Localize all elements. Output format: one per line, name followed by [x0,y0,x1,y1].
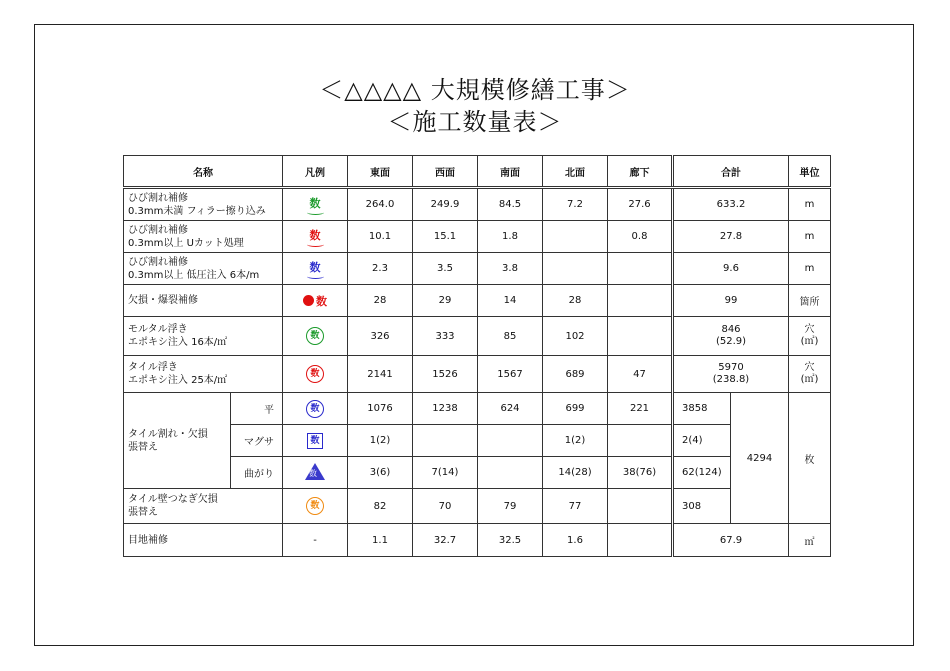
cell-west: 1526 [413,356,478,393]
sub-label: 平 [231,393,283,425]
cell-north: 102 [543,317,608,356]
row-name-detail: 張替え [128,441,158,453]
sub-label: 曲がり [231,457,283,489]
header-east: 東面 [348,156,413,188]
table-row [124,489,831,524]
cell-south: 1567 [478,356,543,393]
cell-south: 79 [478,489,543,524]
cell-south [478,457,543,489]
cell-unit: m [789,253,831,285]
cell-west: 3.5 [413,253,478,285]
blue-circle-count-icon: 数 [306,400,324,418]
row-name-detail: 0.3mm以上 低圧注入 6本/m [128,269,260,281]
cell-total: 308 [673,489,731,524]
cell-corridor: 47 [608,356,673,393]
cell-north [543,221,608,253]
cell-corridor [608,524,673,557]
cell-corridor [608,317,673,356]
cell-north: 689 [543,356,608,393]
red-wave-count-icon: 数 [310,227,321,247]
row-name: タイル割れ・欠損 [128,428,208,440]
cell-north: 28 [543,285,608,317]
cell-east: 82 [348,489,413,524]
cell-total: 3858 [673,393,731,425]
cell-west: 29 [413,285,478,317]
cell-south: 84.5 [478,188,543,221]
cell-unit: 穴 [804,362,815,373]
cell-west: 1238 [413,393,478,425]
cell-unit: ㎡ [789,524,831,557]
cell-corridor [608,253,673,285]
cell-north: 77 [543,489,608,524]
cell-west: 7(14) [413,457,478,489]
header-total: 合計 [673,156,789,188]
cell-south: 85 [478,317,543,356]
cell-total: 27.8 [673,221,789,253]
header-north: 北面 [543,156,608,188]
row-name: ひび割れ補修 [128,192,188,204]
row-name: ひび割れ補修 [128,256,188,268]
cell-corridor: 221 [608,393,673,425]
cell-south: 14 [478,285,543,317]
cell-north: 1.6 [543,524,608,557]
header-row [124,156,831,188]
table-row [124,425,831,457]
row-name-detail: 0.3mm未満 フィラー擦り込み [128,205,266,217]
row-name: ひび割れ補修 [128,224,188,236]
sub-label: マグサ [231,425,283,457]
cell-north: 14(28) [543,457,608,489]
cell-west [413,425,478,457]
page-subtitle: ＜施工数量表＞ [387,108,563,136]
cell-total-area: (238.8) [712,374,750,385]
cell-south: 1.8 [478,221,543,253]
cell-corridor: 0.8 [608,221,673,253]
row-name-detail: エポキシ注入 16本/㎡ [128,337,228,348]
cell-west: 333 [413,317,478,356]
cell-unit-area: (㎡) [800,336,819,347]
cell-total: 62(124) [673,457,731,489]
cell-corridor: 38(76) [608,457,673,489]
cell-north: 7.2 [543,188,608,221]
row-name: 目地補修 [124,524,283,557]
cell-total: 99 [673,285,789,317]
row-name: タイル壁つなぎ欠損 [128,494,218,505]
cell-unit: 枚 [789,393,831,524]
blue-wave-count-icon: 数 [310,259,321,279]
row-name-detail: 0.3mm以上 Uカット処理 [128,237,244,249]
cell-west: 249.9 [413,188,478,221]
cell-east: 264.0 [348,188,413,221]
cell-south [478,425,543,457]
cell-west: 32.7 [413,524,478,557]
cell-corridor [608,489,673,524]
cell-east: 3(6) [348,457,413,489]
cell-unit: m [789,221,831,253]
cell-east: 10.1 [348,221,413,253]
quantity-table [123,155,831,557]
table-row [124,524,831,557]
header-west: 西面 [413,156,478,188]
cell-south: 3.8 [478,253,543,285]
cell-east: 326 [348,317,413,356]
row-name: タイル浮き [128,362,178,373]
cell-unit: m [789,188,831,221]
cell-north [543,253,608,285]
cell-south: 624 [478,393,543,425]
cell-unit: 穴 [804,324,815,335]
cell-east: 2.3 [348,253,413,285]
red-dot-count-icon: 数 [316,294,327,308]
cell-east: 1076 [348,393,413,425]
header-unit: 単位 [789,156,831,188]
cell-grand-total: 4294 [731,393,789,524]
cell-corridor [608,285,673,317]
table-row [124,221,831,253]
blue-box-count-icon: 数 [307,433,323,449]
cell-north: 1(2) [543,425,608,457]
row-name-detail: 張替え [128,507,158,518]
red-circle-count-icon: 数 [306,365,324,383]
cell-east: 1.1 [348,524,413,557]
table-row [124,285,831,317]
green-wave-count-icon: 数 [310,195,321,215]
cell-east: 2141 [348,356,413,393]
cell-west: 15.1 [413,221,478,253]
cell-unit-area: (㎡) [800,374,819,385]
table-row [124,356,831,393]
cell-unit: 箇所 [789,285,831,317]
cell-corridor [608,425,673,457]
cell-total-area: (52.9) [715,336,747,347]
table-row [124,253,831,285]
cell-corridor: 27.6 [608,188,673,221]
cell-total: 67.9 [673,524,789,557]
row-name: 欠損・爆裂補修 [124,285,283,317]
table-row [124,188,831,221]
table-row [124,457,831,489]
blue-triangle-count-icon: 数 [305,463,325,480]
cell-total: 9.6 [673,253,789,285]
red-dot-icon [303,295,314,306]
legend-dash: - [283,524,348,557]
header-name: 名称 [124,156,283,188]
cell-total: 846 [721,324,741,335]
row-name: モルタル浮き [128,324,188,335]
cell-total: 633.2 [673,188,789,221]
cell-north: 699 [543,393,608,425]
cell-total: 2(4) [673,425,731,457]
header-legend: 凡例 [283,156,348,188]
page-title: ＜△△△△ 大規模修繕工事＞ [319,76,631,104]
header-corridor: 廊下 [608,156,673,188]
orange-circle-count-icon: 数 [306,497,324,515]
table-row [124,393,831,425]
cell-east: 28 [348,285,413,317]
cell-south: 32.5 [478,524,543,557]
cell-total: 5970 [718,362,744,373]
table-row [124,317,831,356]
cell-west: 70 [413,489,478,524]
cell-east: 1(2) [348,425,413,457]
row-name-detail: エポキシ注入 25本/㎡ [128,375,228,386]
header-south: 南面 [478,156,543,188]
green-circle-count-icon: 数 [306,327,324,345]
